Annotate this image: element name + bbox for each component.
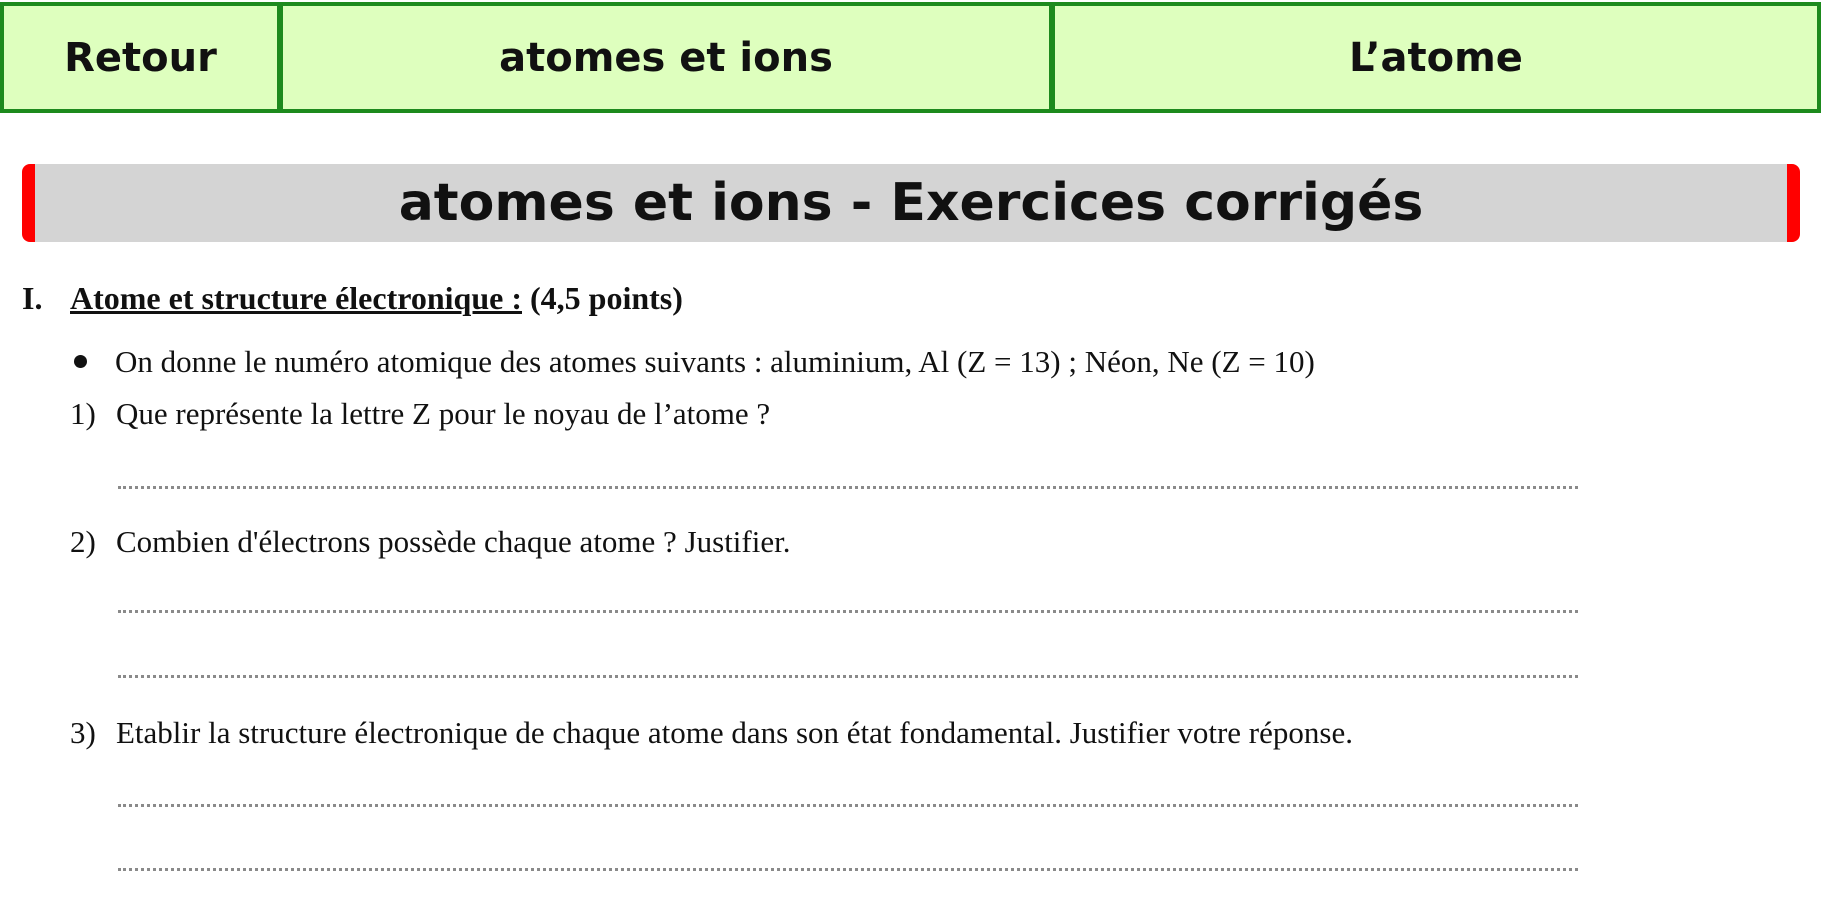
page-title-bar xyxy=(22,164,1800,242)
section-heading xyxy=(22,280,683,317)
question-3 xyxy=(70,715,1353,751)
question-number: 1) xyxy=(70,396,96,431)
section-points: (4,5 points) xyxy=(530,280,683,316)
topic-link-label: atomes et ions xyxy=(499,34,833,81)
back-button-label: Retour xyxy=(64,34,217,81)
question-1 xyxy=(70,396,770,432)
answer-line xyxy=(118,675,1578,678)
question-2 xyxy=(70,524,790,560)
answer-line xyxy=(118,804,1578,807)
intro-bullet xyxy=(72,344,1315,380)
topic-link[interactable] xyxy=(279,2,1053,113)
question-number: 3) xyxy=(70,715,96,750)
section-number: I. xyxy=(22,280,43,316)
question-text: Etablir la structure électronique de chaque atome dans son état fondamental. Justifier votre réponse. xyxy=(116,715,1353,750)
question-number: 2) xyxy=(70,524,96,559)
answer-line xyxy=(118,868,1578,871)
question-text: Que représente la lettre Z pour le noyau de l’atome ? xyxy=(116,396,771,431)
page-title: atomes et ions - Exercices corrigés xyxy=(398,173,1424,233)
chapter-link[interactable] xyxy=(1051,2,1821,113)
question-text: Combien d'électrons possède chaque atome ? Justifier. xyxy=(116,524,791,559)
chapter-link-label: L’atome xyxy=(1349,34,1523,81)
bullet-icon xyxy=(74,355,87,368)
back-button[interactable] xyxy=(0,2,281,113)
answer-line xyxy=(118,486,1578,489)
answer-line xyxy=(118,610,1578,613)
intro-text: On donne le numéro atomique des atomes suivants : aluminium, Al (Z = 13) ; Néon, Ne (Z = 10) xyxy=(115,344,1315,379)
section-title: Atome et structure électronique : xyxy=(70,280,522,316)
